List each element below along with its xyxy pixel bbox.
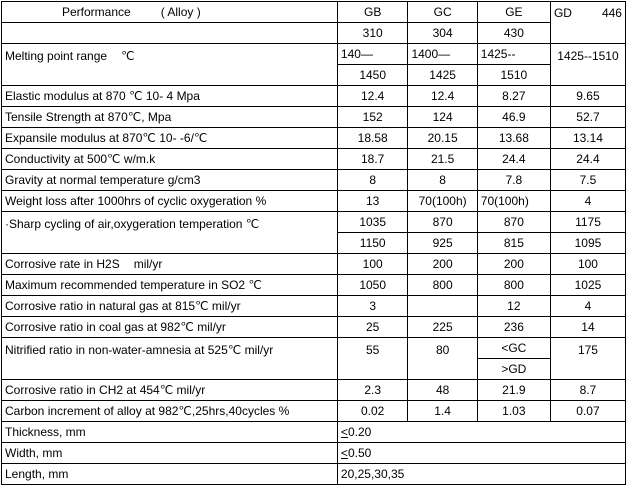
gd-header [550,2,625,44]
expansile-gd: 13.14 [550,128,625,149]
alloy-properties-table [1,1,626,485]
ch2-label: Corrosive ratio in CH2 at 454℃ mil/yr [2,380,338,401]
nitrified-ge-2: >GD [477,359,550,380]
sharp-gc-1: 870 [408,212,477,233]
h2s-label-cell [2,254,338,275]
thickness-value: 0.20 [347,425,372,439]
row-elastic [2,86,626,107]
ge-header: GE [477,2,550,23]
tensile-gd: 52.7 [550,107,625,128]
melting-gc-2: 1425 [408,65,477,86]
row-sharp-1 [2,212,626,233]
weightloss-gd: 4 [550,191,625,212]
melting-gb-1: 140— [337,44,408,65]
natgas-gb: 3 [337,296,408,317]
h2s-label: Corrosive rate in H2S [5,257,120,271]
thickness-symbol: < [340,425,348,439]
so2-gc: 800 [408,275,477,296]
melting-ge-1: 1425-- [477,44,550,65]
row-expansile [2,128,626,149]
melting-unit: ℃ [121,49,135,63]
conductivity-label: Conductivity at 500℃ w/m.k [2,149,338,170]
width-label: Width, mm [2,443,338,464]
gd-number: 446 [601,6,622,20]
ch2-ge: 21.9 [477,380,550,401]
elastic-gd: 9.65 [550,86,625,107]
elastic-label: Elastic modulus at 870 ℃ 10- 4 Mpa [2,86,338,107]
width-value: 0.50 [347,446,372,460]
conductivity-gc: 21.5 [408,149,477,170]
h2s-gd: 100 [550,254,625,275]
carbon-ge: 1.03 [477,401,550,422]
row-gravity [2,170,626,191]
header-row [2,2,626,23]
so2-label: Maximum recommended temperature in SO2 ℃ [2,275,338,296]
tensile-gb: 152 [337,107,408,128]
melting-ge-2: 1510 [477,65,550,86]
weightloss-gc: 70(100h) [408,191,477,212]
h2s-gb: 100 [337,254,408,275]
sharp-gd-1: 1175 [550,212,625,233]
row-natgas [2,296,626,317]
ch2-gc: 48 [408,380,477,401]
elastic-gb: 12.4 [337,86,408,107]
weightloss-ge: 70(100h) [477,191,550,212]
gravity-label: Gravity at normal temperature g/cm3 [2,170,338,191]
nitrified-gc: 80 [408,338,477,380]
weightloss-gb: 13 [337,191,408,212]
h2s-gc: 200 [408,254,477,275]
nitrified-gb: 55 [337,338,408,380]
row-weightloss [2,191,626,212]
row-nitrified-1 [2,338,626,359]
h2s-ge: 200 [477,254,550,275]
sharp-gb-1: 1035 [337,212,408,233]
row-h2s [2,254,626,275]
row-coalgas [2,317,626,338]
sharp-ge-2: 815 [477,233,550,254]
nitrified-label: Nitrified ratio in non-water-amnesia at 525℃ mil/yr [2,338,338,380]
tensile-ge: 46.9 [477,107,550,128]
natgas-gc [408,296,477,317]
so2-gb: 1050 [337,275,408,296]
coalgas-gb: 25 [337,317,408,338]
gc-number: 304 [408,23,477,44]
gd-label: GD [553,6,572,20]
gb-number: 310 [337,23,408,44]
tensile-label: Tensile Strength at 870℃, Mpa [2,107,338,128]
row-thickness [2,422,626,443]
row-so2 [2,275,626,296]
length-value: 20,25,30,35 [337,464,625,485]
alloy-label: ( Alloy ) [160,5,201,19]
expansile-label: Expansile modulus at 870℃ 10- -6/℃ [2,128,338,149]
nitrified-gd: 175 [550,338,625,380]
melting-gd: 1425--1510 [550,44,625,86]
melting-gb-2: 1450 [337,65,408,86]
natgas-ge: 12 [477,296,550,317]
coalgas-ge: 236 [477,317,550,338]
h2s-unit: mil/yr [133,257,163,271]
conductivity-gd: 24.4 [550,149,625,170]
row-conductivity [2,149,626,170]
elastic-gc: 12.4 [408,86,477,107]
gravity-gc: 8 [408,170,477,191]
coalgas-label: Corrosive ratio in coal gas at 982℃ mil/yr [2,317,338,338]
conductivity-gb: 18.7 [337,149,408,170]
nitrified-ge-1: <GC [477,338,550,359]
row-tensile [2,107,626,128]
gb-header: GB [337,2,408,23]
row-width [2,443,626,464]
melting-label-cell [2,44,338,86]
sharp-ge-1: 870 [477,212,550,233]
header-blank-cell [2,23,338,44]
sharp-gc-2: 925 [408,233,477,254]
coalgas-gd: 14 [550,317,625,338]
sharp-gb-2: 1150 [337,233,408,254]
carbon-gd: 0.07 [550,401,625,422]
expansile-gc: 20.15 [408,128,477,149]
row-length [2,464,626,485]
coalgas-gc: 225 [408,317,477,338]
width-value-cell [337,443,625,464]
carbon-label: Carbon increment of alloy at 982℃,25hrs,40cycles % [2,401,338,422]
sharp-gd-2: 1095 [550,233,625,254]
row-ch2 [2,380,626,401]
width-symbol: < [340,446,348,460]
carbon-gc: 1.4 [408,401,477,422]
ch2-gd: 8.7 [550,380,625,401]
gravity-ge: 7.8 [477,170,550,191]
ge-number: 430 [477,23,550,44]
expansile-ge: 13.68 [477,128,550,149]
natgas-label: Corrosive ratio in natural gas at 815℃ mil/yr [2,296,338,317]
weightloss-label: Weight loss after 1000hrs of cyclic oxygeration % [2,191,338,212]
performance-label: Performance [62,5,131,19]
tensile-gc: 124 [408,107,477,128]
melting-gc-1: 1400— [408,44,477,65]
thickness-label: Thickness, mm [2,422,338,443]
ch2-gb: 2.3 [337,380,408,401]
so2-gd: 1025 [550,275,625,296]
performance-header [2,2,338,23]
carbon-gb: 0.02 [337,401,408,422]
row-melting-1 [2,44,626,65]
row-carbon [2,401,626,422]
gravity-gd: 7.5 [550,170,625,191]
sharp-label: ·Sharp cycling of air,oxygeration temperation ℃ [2,212,338,254]
thickness-value-cell [337,422,625,443]
elastic-ge: 8.27 [477,86,550,107]
header-row-numbers [2,23,626,44]
natgas-gd: 4 [550,296,625,317]
so2-ge: 800 [477,275,550,296]
gc-header: GC [408,2,477,23]
gravity-gb: 8 [337,170,408,191]
conductivity-ge: 24.4 [477,149,550,170]
expansile-gb: 18.58 [337,128,408,149]
melting-label: Melting point range [5,49,108,63]
length-label: Length, mm [2,464,338,485]
